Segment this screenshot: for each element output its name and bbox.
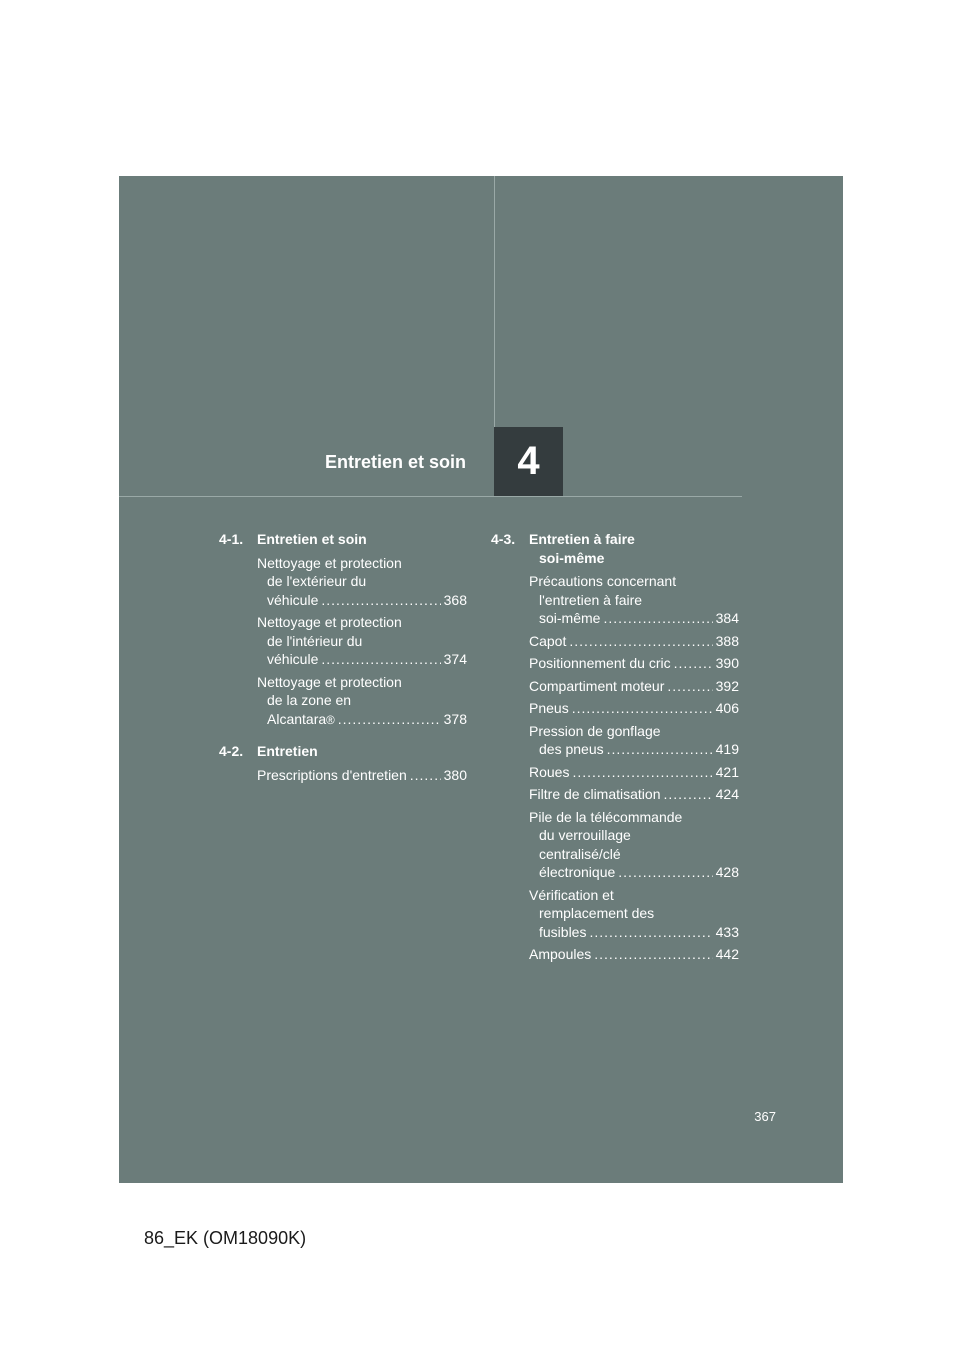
- entry-text-line: l'entretien à faire: [539, 591, 643, 608]
- entry-page-number: 380: [443, 766, 467, 783]
- toc-entry[interactable]: [491, 654, 739, 673]
- registered-mark: ®: [326, 713, 335, 727]
- entry-page-number: 388: [715, 632, 739, 649]
- entry-text-line: du verrouillage: [539, 827, 631, 843]
- entry-title: Capot: [529, 632, 567, 649]
- toc-entry[interactable]: [219, 554, 467, 610]
- entry-last-line: [529, 763, 739, 782]
- entry-title: Prescriptions d'entretien: [257, 766, 407, 783]
- toc-section: [491, 530, 739, 964]
- toc-section: [219, 742, 467, 784]
- section-title: [529, 530, 739, 567]
- entry-page-number: 378: [443, 710, 467, 727]
- horizontal-divider: [119, 496, 742, 497]
- dot-leader: [589, 923, 712, 942]
- toc-entry[interactable]: [219, 613, 467, 669]
- entry-title: des pneus: [539, 741, 604, 757]
- section-number: 4-3.: [491, 531, 516, 547]
- entry-page-number: 384: [715, 610, 739, 626]
- toc-entry[interactable]: [491, 572, 739, 628]
- entry-last-line: [529, 945, 739, 964]
- chapter-panel: [119, 176, 843, 1183]
- entry-text-line: Pile de la télécommande: [529, 808, 683, 825]
- entry-page-number: 390: [715, 655, 739, 671]
- entry-text-line: Précautions concernant: [529, 573, 677, 589]
- toc-entry[interactable]: [491, 808, 739, 882]
- entry-last-line: [257, 650, 467, 669]
- entry-title: véhicule: [267, 651, 319, 667]
- entry-page-number: 392: [715, 677, 739, 694]
- chapter-number-box: [494, 427, 563, 496]
- section-title-line: Entretien et soin: [257, 531, 367, 547]
- toc-entry[interactable]: [491, 699, 739, 718]
- entry-page-number: 433: [715, 923, 739, 940]
- entry-last-line: [257, 710, 467, 731]
- toc-entry[interactable]: [491, 722, 739, 759]
- entry-page-number: 421: [715, 763, 739, 780]
- dot-leader: [618, 863, 712, 882]
- toc-section: [219, 530, 467, 730]
- entry-title: Pneus: [529, 700, 569, 716]
- chapter-number: 4: [517, 439, 540, 483]
- entry-title: électronique: [539, 864, 616, 880]
- dot-leader: [321, 591, 440, 610]
- section-heading: [491, 530, 739, 567]
- dot-leader: [607, 740, 713, 759]
- entry-page-number: 424: [715, 786, 739, 802]
- section-title-line: Entretien à faire: [529, 531, 635, 547]
- entry-last-line: [257, 766, 467, 785]
- section-number: 4-1.: [219, 531, 244, 547]
- entry-title: Positionnement du cric: [529, 655, 671, 671]
- entry-last-line: [529, 740, 739, 759]
- dot-leader: [572, 763, 712, 782]
- dot-leader: [667, 677, 712, 696]
- section-title: [257, 742, 467, 761]
- entry-text-line: de l'intérieur du: [267, 632, 363, 649]
- entry-page-number: 368: [443, 591, 467, 608]
- toc-entry[interactable]: [491, 945, 739, 964]
- toc-entry[interactable]: [491, 785, 739, 804]
- entry-last-line: [529, 609, 739, 628]
- entry-last-line: [529, 923, 739, 942]
- dot-leader: [664, 785, 713, 804]
- toc-entry[interactable]: [219, 673, 467, 731]
- section-title-line: Entretien: [257, 743, 318, 759]
- section-heading: [219, 530, 467, 549]
- section-heading: [219, 742, 467, 761]
- toc-right-column: [491, 530, 739, 976]
- toc-left-column: [219, 530, 467, 796]
- dot-leader: [674, 654, 713, 673]
- dot-leader: [572, 699, 713, 718]
- entry-title: Roues: [529, 763, 570, 780]
- entry-text-line: Nettoyage et protection: [257, 554, 402, 571]
- toc-entry[interactable]: [491, 886, 739, 942]
- dot-leader: [569, 632, 712, 651]
- entry-title: Alcantara: [267, 710, 327, 727]
- chapter-title: Entretien et soin: [324, 452, 466, 472]
- entry-last-line: [257, 591, 467, 610]
- entry-text-line: Nettoyage et protection: [257, 673, 402, 690]
- entry-last-line: [529, 699, 739, 718]
- entry-page-number: 442: [715, 946, 739, 962]
- toc-entry[interactable]: [219, 766, 467, 785]
- entry-page-number: 419: [715, 741, 739, 757]
- dot-leader: [410, 766, 441, 785]
- section-title: [257, 530, 467, 549]
- toc-entry[interactable]: [491, 677, 739, 696]
- dot-leader: [338, 710, 441, 729]
- entry-text-line: de l'extérieur du: [267, 573, 367, 589]
- entry-title: Ampoules: [529, 946, 592, 962]
- dot-leader: [321, 650, 440, 669]
- entry-last-line: [529, 677, 739, 696]
- entry-text-line: Nettoyage et protection: [257, 614, 402, 630]
- entry-page-number: 374: [443, 651, 467, 667]
- entry-last-line: [529, 632, 739, 651]
- entry-page-number: 428: [715, 864, 739, 880]
- entry-last-line: [529, 654, 739, 673]
- entry-text-line: Vérification et: [529, 886, 614, 903]
- dot-leader: [594, 945, 712, 964]
- entry-text-line: centralisé/clé: [539, 845, 621, 862]
- toc-entry[interactable]: [491, 763, 739, 782]
- entry-title: soi-même: [539, 610, 601, 626]
- entry-title: Filtre de climatisation: [529, 786, 661, 802]
- entry-title: fusibles: [539, 923, 587, 940]
- toc-entry[interactable]: [491, 632, 739, 651]
- page-number: 367: [754, 1109, 776, 1124]
- entry-text-line: Pression de gonflage: [529, 722, 661, 739]
- entry-last-line: [529, 785, 739, 804]
- entry-title: Compartiment moteur: [529, 677, 665, 694]
- dot-leader: [603, 609, 712, 628]
- entry-page-number: 406: [715, 700, 739, 716]
- entry-last-line: [529, 863, 739, 882]
- section-number: 4-2.: [219, 743, 244, 759]
- footer-code: 86_EK (OM18090K): [144, 1228, 307, 1248]
- entry-text-line: remplacement des: [539, 905, 655, 921]
- entry-text-line: de la zone en: [267, 692, 352, 708]
- section-title-line: soi-même: [539, 549, 605, 566]
- entry-title: véhicule: [267, 591, 319, 608]
